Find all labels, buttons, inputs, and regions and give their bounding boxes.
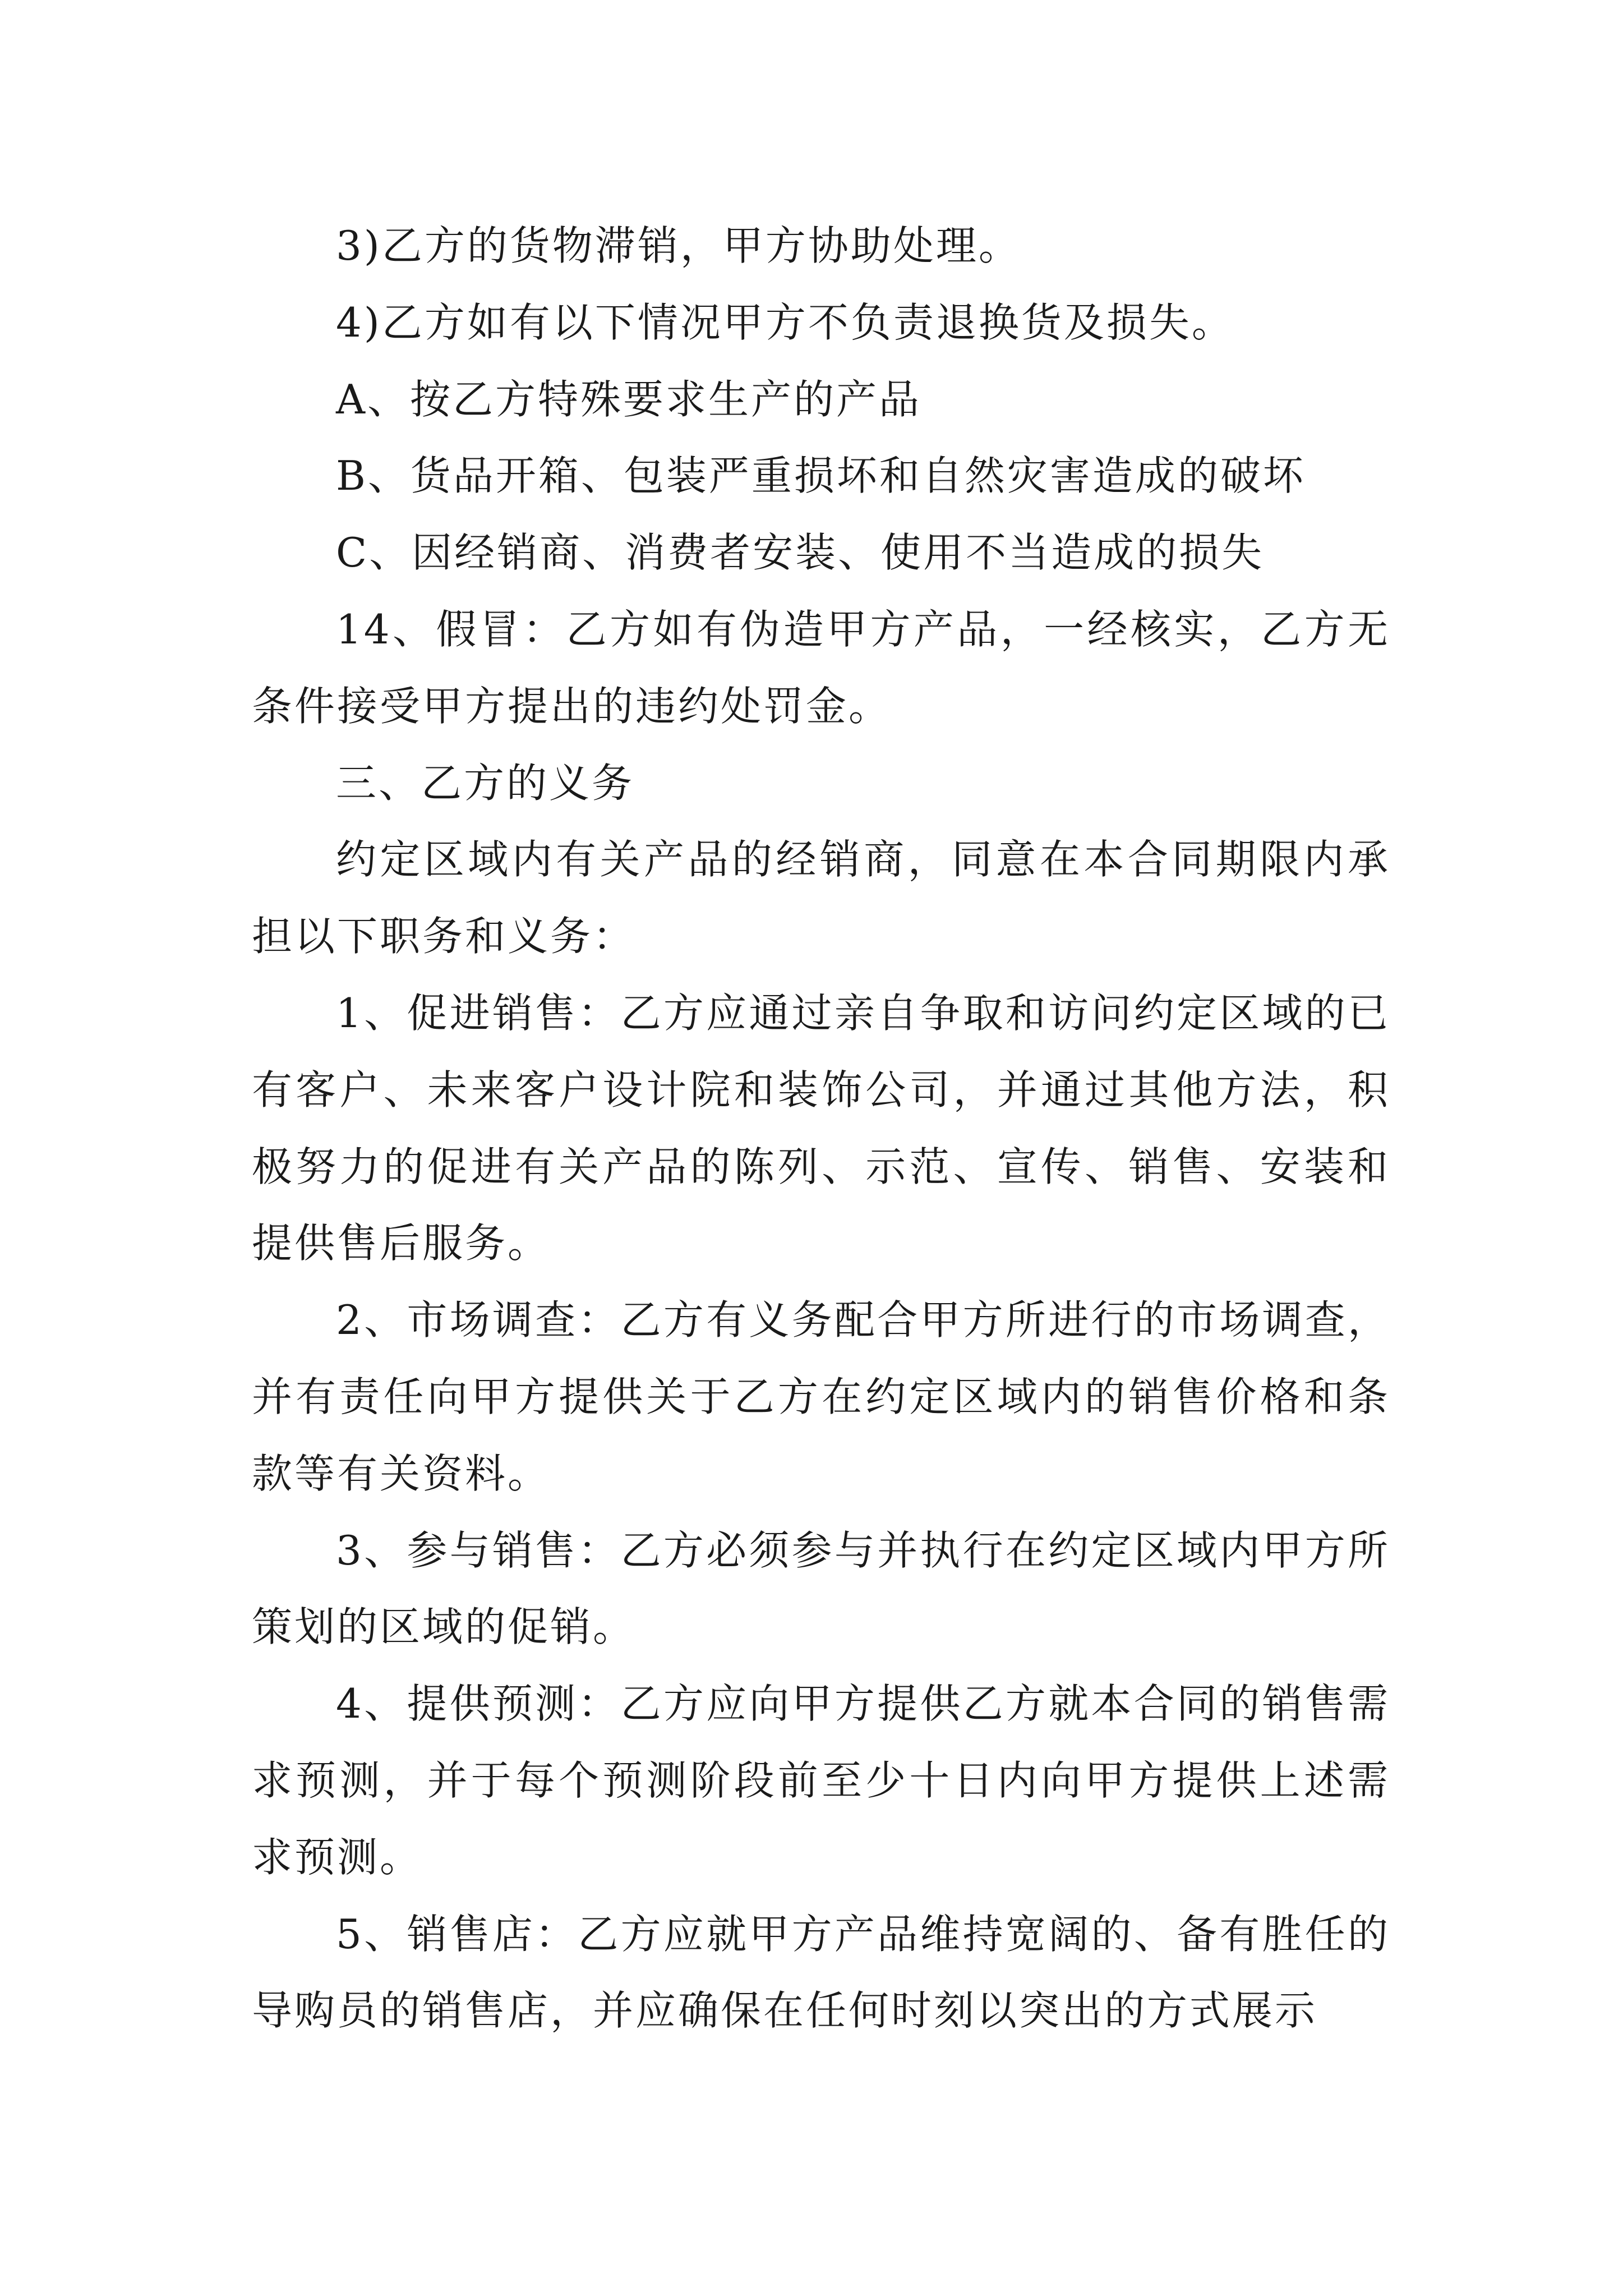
paragraph-obligation-1: 1、促进销售：乙方应通过亲自争取和访问约定区域的已有客户、未来客户设计院和装饰公司，并通过其他方法，积极努力的促进有关产品的陈列、示范、宣传、销售、安装和提供售后服务。 <box>252 989 1390 1267</box>
paragraph-obligation-2: 2、市场调查：乙方有义务配合甲方所进行的市场调查，并有责任向甲方提供关于乙方在约定区域内的销售价格和条款等有关资料。 <box>252 1296 1390 1497</box>
section-heading-obligations: 三、乙方的义务 <box>336 759 635 807</box>
paragraph-item-b: B、货品开箱、包装严重损坏和自然灾害造成的破坏 <box>336 452 1306 500</box>
paragraph-item-4: 4)乙方如有以下情况甲方不负责退换货及损失。 <box>336 298 1234 346</box>
paragraph-obligation-3: 3、参与销售：乙方必须参与并执行在约定区域内甲方所策划的区域的促销。 <box>252 1526 1390 1651</box>
paragraph-obligation-4: 4、提供预测：乙方应向甲方提供乙方就本合同的销售需求预测，并于每个预测阶段前至少十日内向甲方提供上述需求预测。 <box>252 1680 1390 1881</box>
paragraph-clause-14: 14、假冒：乙方如有伪造甲方产品，一经核实，乙方无条件接受甲方提出的违约处罚金。 <box>252 605 1390 730</box>
paragraph-item-a: A、按乙方特殊要求生产的产品 <box>336 375 921 423</box>
paragraph-obligation-5: 5、销售店：乙方应就甲方产品维持宽阔的、备有胜任的导购员的销售店，并应确保在任何时刻以突出的方式展示 <box>252 1910 1390 2035</box>
paragraph-intro-obligations: 约定区域内有关产品的经销商，同意在本合同期限内承担以下职务和义务： <box>252 836 1390 960</box>
paragraph-item-c: C、因经销商、消费者安装、使用不当造成的损失 <box>336 529 1265 577</box>
paragraph-item-3: 3)乙方的货物滞销，甲方协助处理。 <box>336 222 1021 269</box>
document-body <box>252 208 1390 2049</box>
